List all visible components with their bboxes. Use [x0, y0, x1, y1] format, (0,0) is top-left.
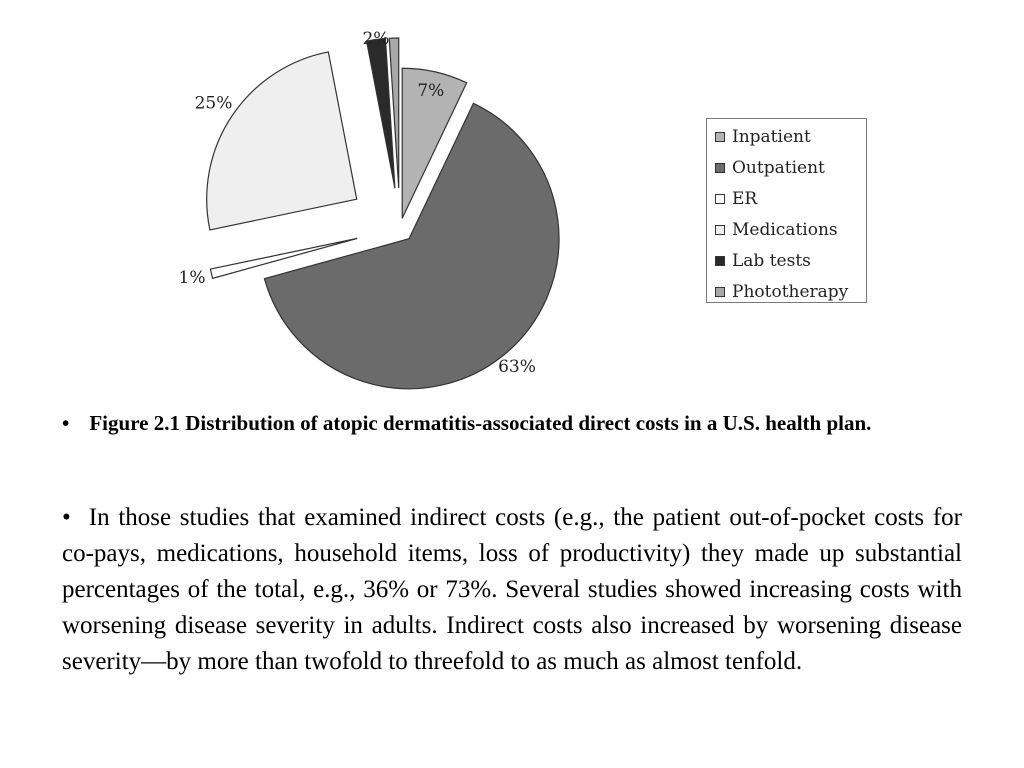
legend-swatch [715, 132, 725, 142]
legend-label: Lab tests [732, 250, 811, 271]
legend-item-er [715, 183, 866, 214]
legend-label: Medications [732, 219, 838, 240]
slice-label-er: 1% [178, 267, 206, 288]
legend-item-outpatient [715, 152, 866, 183]
paragraph-bullet: • [62, 504, 71, 531]
legend-swatch [715, 194, 725, 204]
slice-label-outpatient: 63% [498, 356, 536, 377]
legend-item-lab-tests [715, 245, 866, 276]
pie-slice-medications [207, 52, 357, 230]
legend-label: Phototherapy [732, 281, 849, 302]
caption-text: Figure 2.1 Distribution of atopic dermatitis-associated direct costs in a U.S. health plan. [89, 411, 872, 435]
legend-swatch [715, 163, 725, 173]
slice-label-medications: 25% [194, 93, 233, 114]
legend-label: ER [732, 188, 758, 209]
legend-swatch [715, 256, 725, 266]
legend-label: Outpatient [732, 157, 825, 178]
legend-item-medications [715, 214, 866, 245]
slice-label-lab-tests: 2% [362, 29, 390, 50]
body-paragraph [62, 500, 962, 680]
caption-bullet: • [62, 411, 70, 435]
legend-item-inpatient [715, 121, 866, 152]
figure-caption [62, 408, 962, 439]
legend-swatch [715, 287, 725, 297]
paragraph-text: In those studies that examined indirect costs (e.g., the patient out-of-pocket costs for co-pays, medications, household items, loss of productivity) they made up substantial percentages of the total, e.g., 36% or 73%. Several studies showed increasing costs with worsening disease severity in adults. Indirect costs also increased by worsening disease severity—by more than twofold to threefold to as much as almost tenfold. [62, 504, 962, 675]
slice-label-inpatient: 7% [417, 80, 445, 101]
chart-legend [706, 118, 867, 303]
legend-item-phototherapy [715, 276, 866, 307]
legend-label: Inpatient [732, 126, 811, 147]
legend-swatch [715, 225, 725, 235]
